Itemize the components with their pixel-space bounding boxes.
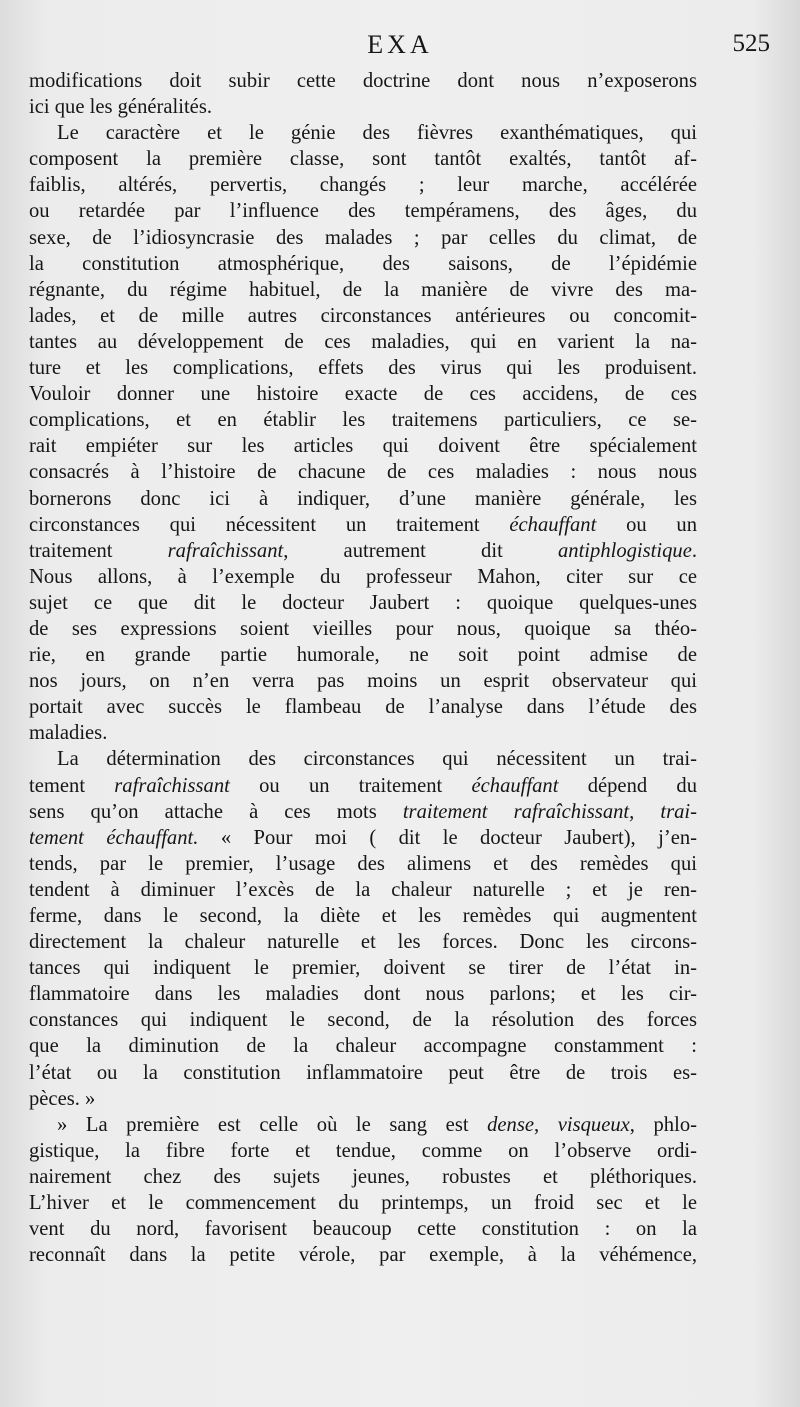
text-segment: La détermination des circonstances qui nécessitent un trai- bbox=[57, 748, 697, 771]
text-line bbox=[29, 1190, 697, 1216]
text-segment: nos jours, on n’en verra pas moins un esprit observateur qui bbox=[29, 670, 697, 693]
text-line bbox=[29, 68, 697, 94]
text-segment: , autrement dit bbox=[283, 539, 558, 562]
text-segment: complications, et en établir les traitemens particuliers, ce se- bbox=[29, 409, 697, 432]
text-line bbox=[29, 512, 697, 538]
text-segment: tends, par le premier, l’usage des alimens et des remèdes qui bbox=[29, 852, 697, 875]
text-line bbox=[29, 486, 697, 512]
italic-term: traitement rafraîchissant, trai- bbox=[402, 800, 697, 823]
text-segment: dépend du bbox=[558, 774, 697, 797]
text-segment: , bbox=[534, 1113, 558, 1136]
text-segment: ou retardée par l’influence des tempéramens, des âges, du bbox=[29, 200, 697, 223]
text-line bbox=[29, 1033, 697, 1059]
text-segment: circonstances qui nécessitent un traitement bbox=[29, 513, 510, 536]
text-segment: modifications doit subir cette doctrine dont nous n’exposerons bbox=[29, 70, 697, 92]
italic-term: visqueux bbox=[557, 1113, 630, 1136]
text-segment: Vouloir donner une histoire exacte de ces accidens, de ces bbox=[29, 383, 697, 406]
text-segment: ferme, dans le second, la diète et les remèdes qui augmentent bbox=[29, 905, 697, 927]
text-segment: régnante, du régime habituel, de la manière de vivre des ma- bbox=[29, 278, 697, 301]
text-line bbox=[29, 851, 697, 877]
text-line bbox=[29, 355, 697, 381]
italic-term: échauffant bbox=[471, 774, 559, 797]
text-segment: maladies. bbox=[29, 722, 108, 745]
text-line bbox=[29, 94, 697, 120]
text-line bbox=[29, 277, 697, 303]
text-segment: reconnaît dans la petite vérole, par exemple, à la véhémence, bbox=[29, 1244, 697, 1267]
text-segment: pèces. » bbox=[29, 1087, 96, 1110]
text-segment: nairement chez des sujets jeunes, robustes et pléthoriques. bbox=[29, 1165, 697, 1188]
text-line bbox=[29, 329, 697, 355]
text-segment: sens qu’on attache à ces mots bbox=[29, 800, 403, 823]
text-line bbox=[29, 694, 697, 720]
text-segment: ici que les généralités. bbox=[29, 96, 212, 119]
text-line bbox=[29, 877, 697, 903]
text-segment: ou un bbox=[596, 513, 698, 536]
page-number: 525 bbox=[732, 30, 770, 57]
text-segment: . bbox=[691, 539, 697, 562]
text-line bbox=[29, 1216, 697, 1242]
italic-term: rafraîchissant bbox=[167, 539, 284, 562]
text-line bbox=[29, 1007, 697, 1033]
italic-term: échauffant bbox=[509, 513, 597, 536]
text-line bbox=[29, 1086, 697, 1112]
text-segment: constances qui indiquent le second, de la résolution des forces bbox=[29, 1009, 697, 1032]
text-line bbox=[29, 1164, 697, 1190]
text-line bbox=[29, 1242, 697, 1268]
text-segment: rie, en grande partie humorale, ne soit point admise de bbox=[29, 644, 697, 667]
text-segment: faiblis, altérés, pervertis, changés ; leur marche, accélérée bbox=[29, 174, 697, 197]
text-line bbox=[29, 981, 697, 1007]
text-line bbox=[29, 1112, 697, 1138]
text-line bbox=[29, 225, 697, 251]
text-segment: lades, et de mille autres circonstances antérieures ou concomit- bbox=[29, 304, 697, 327]
text-line bbox=[29, 1060, 697, 1086]
text-line bbox=[29, 381, 697, 407]
body-text bbox=[29, 68, 697, 1268]
text-line bbox=[29, 642, 697, 668]
text-line bbox=[29, 590, 697, 616]
text-line bbox=[29, 616, 697, 642]
italic-term: antiphlogistique bbox=[557, 539, 692, 562]
text-segment: l’état ou la constitution inflammatoire peut être de trois es- bbox=[29, 1061, 697, 1084]
text-line bbox=[29, 1138, 697, 1164]
text-line bbox=[29, 903, 697, 929]
text-line bbox=[29, 303, 697, 329]
text-segment: ou un traitement bbox=[229, 774, 472, 797]
text-segment: tement bbox=[29, 774, 115, 797]
text-segment: que la diminution de la chaleur accompagne constamment : bbox=[29, 1035, 697, 1058]
text-line bbox=[29, 564, 697, 590]
text-line bbox=[29, 198, 697, 224]
text-segment: , phlo- bbox=[629, 1113, 697, 1136]
text-line bbox=[29, 825, 697, 851]
text-segment: traitement bbox=[29, 539, 168, 562]
italic-term: rafraîchissant bbox=[114, 774, 230, 797]
text-line bbox=[29, 773, 697, 799]
text-segment: la constitution atmosphérique, des saisons, de l’épidémie bbox=[29, 252, 697, 275]
text-line bbox=[29, 433, 697, 459]
text-line bbox=[29, 955, 697, 981]
text-line bbox=[29, 172, 697, 198]
text-segment: composent la première classe, sont tantôt exaltés, tantôt af- bbox=[29, 148, 697, 171]
text-segment: de ses expressions soient vieilles pour nous, quoique sa théo- bbox=[29, 617, 697, 640]
text-segment: sexe, de l’idiosyncrasie des malades ; par celles du climat, de bbox=[29, 226, 697, 249]
text-segment: tantes au développement de ces maladies, qui en varient la na- bbox=[29, 330, 697, 353]
text-segment: ture et les complications, effets des virus qui les produisent. bbox=[29, 357, 697, 380]
text-line bbox=[29, 251, 697, 277]
text-line bbox=[29, 799, 697, 825]
italic-term: dense bbox=[487, 1113, 535, 1136]
text-line bbox=[29, 407, 697, 433]
text-line bbox=[29, 459, 697, 485]
text-segment: bornerons donc ici à indiquer, d’une manière générale, les bbox=[29, 487, 697, 510]
text-segment: vent du nord, favorisent beaucoup cette constitution : on la bbox=[29, 1218, 697, 1241]
text-segment: flammatoire dans les maladies dont nous parlons; et les cir- bbox=[29, 983, 697, 1006]
text-line bbox=[29, 746, 697, 772]
text-line bbox=[29, 538, 697, 564]
text-segment: gistique, la fibre forte et tendue, comme on l’observe ordi- bbox=[29, 1139, 697, 1162]
text-line bbox=[29, 668, 697, 694]
text-segment: L’hiver et le commencement du printemps, un froid sec et le bbox=[29, 1192, 697, 1215]
text-segment: Le caractère et le génie des fièvres exanthématiques, qui bbox=[57, 122, 697, 145]
text-segment: directement la chaleur naturelle et les forces. Donc les circons- bbox=[29, 931, 697, 954]
text-segment: tendent à diminuer l’excès de la chaleur naturelle ; et je ren- bbox=[29, 878, 697, 901]
running-title: EXA bbox=[367, 30, 433, 59]
text-segment: tances qui indiquent le premier, doivent se tirer de l’état in- bbox=[29, 957, 697, 980]
text-line bbox=[29, 929, 697, 955]
text-line bbox=[29, 720, 697, 746]
text-segment: sujet ce que dit le docteur Jaubert : quoique quelques-unes bbox=[29, 591, 697, 614]
text-segment: consacrés à l’histoire de chacune de ces maladies : nous nous bbox=[29, 461, 697, 484]
text-segment: Nous allons, à l’exemple du professeur Mahon, citer sur ce bbox=[29, 565, 697, 588]
text-line bbox=[29, 120, 697, 146]
text-segment: « Pour moi ( dit le docteur Jaubert), j’en- bbox=[198, 826, 698, 849]
text-segment: rait empiéter sur les articles qui doivent être spécialement bbox=[29, 435, 697, 458]
running-head bbox=[28, 30, 772, 66]
text-segment: portait avec succès le flambeau de l’analyse dans l’étude des bbox=[29, 696, 697, 719]
text-line bbox=[29, 146, 697, 172]
text-segment: » La première est celle où le sang est bbox=[57, 1113, 488, 1136]
italic-term: tement échauffant. bbox=[29, 826, 199, 849]
